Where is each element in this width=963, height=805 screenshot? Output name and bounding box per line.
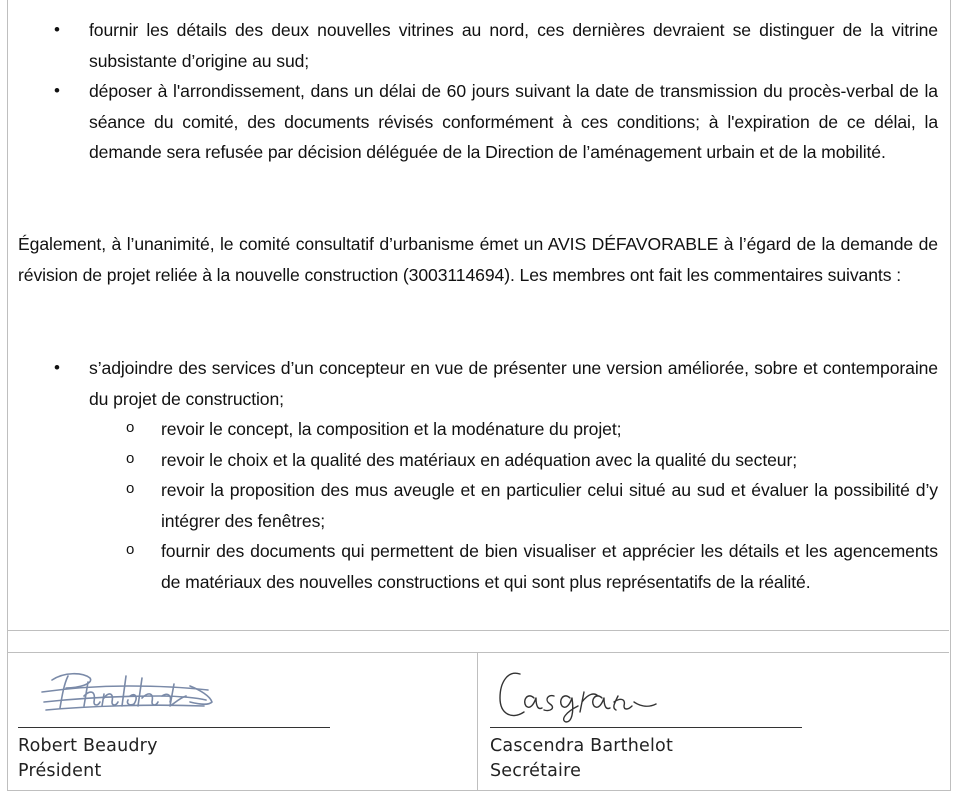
secretary-title: Secrétaire (490, 761, 582, 781)
divider-line (7, 630, 949, 631)
list-item (18, 353, 938, 597)
secretary-signature-image (494, 662, 664, 726)
president-title: Président (18, 761, 102, 781)
conditions-list-block (18, 15, 938, 168)
sub-list-item: o revoir le choix et la qualité des matériaux en adéquation avec la qualité du secteur; (18, 445, 938, 476)
list-item: • fournir les détails des deux nouvelles vitrines au nord, ces dernières devraient se distinguer de la vitrine subsistante d’origine au sud; (18, 15, 938, 76)
conditions-list (18, 15, 938, 168)
president-signature-image (30, 662, 220, 722)
comment-text: s’adjoindre des services d’un concepteur en vue de présenter une version améliorée, sobre et contemporaine du projet de construction; (89, 358, 938, 409)
president-name: Robert Beaudry (18, 736, 158, 756)
sub-list-item: o revoir la proposition des mus aveugle et en particulier celui situé au sud et évaluer la possibilité d’y intégrer des fenêtres; (18, 475, 938, 536)
comments-list-block (18, 353, 938, 597)
signature-column-divider (477, 652, 478, 790)
comments-list (18, 353, 938, 597)
sub-list-item: o fournir des documents qui permettent de bien visualiser et apprécier les détails et les agencements de matériaux des nouvelles constructions et qui sont plus représentatifs de la réalité. (18, 536, 938, 597)
decision-paragraph: Également, à l’unanimité, le comité consultatif d’urbanisme émet un AVIS DÉFAVORABLE à l’égard de la demande de révision de projet reliée à la nouvelle construction (3003114694). Les membres ont fait les commentaires suivants : (18, 234, 938, 285)
secretary-signature-line (490, 727, 802, 728)
sub-list-item: o revoir le concept, la composition et la modénature du projet; (18, 414, 938, 445)
comment-sub-list (89, 414, 938, 597)
president-signature-line (18, 727, 330, 728)
secretary-name: Cascendra Barthelot (490, 736, 674, 756)
list-item: • déposer à l'arrondissement, dans un délai de 60 jours suivant la date de transmission du procès-verbal de la séance du comité, des documents révisés conformément à ces conditions; à l'expiration de ce délai, la demande sera refusée par décision déléguée de la Direction de l’aménagement urbain et de la mobilité. (18, 76, 938, 168)
divider-line (7, 652, 949, 653)
